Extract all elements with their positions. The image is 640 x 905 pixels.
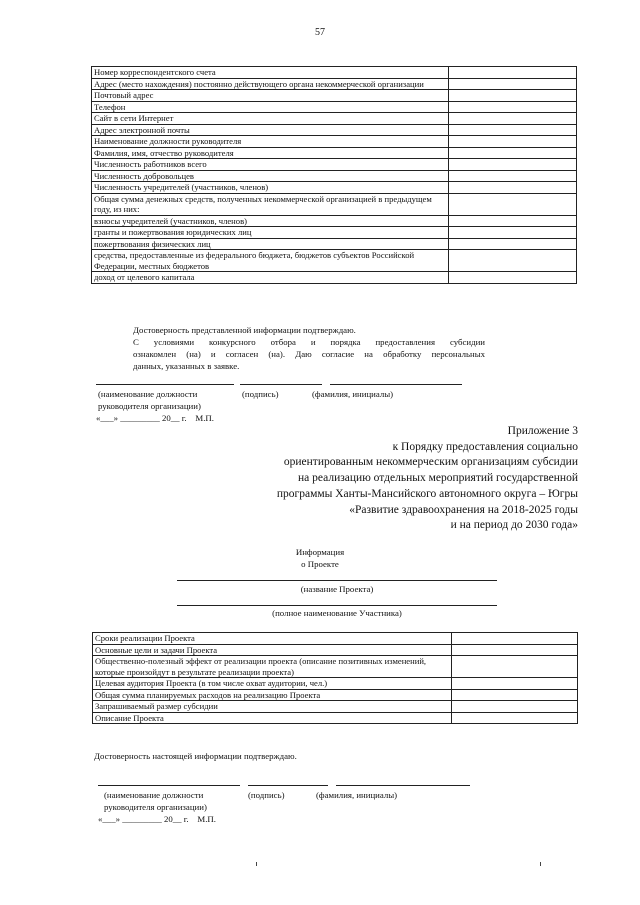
row-label: Основные цели и задачи Проекта	[93, 644, 452, 656]
row-label: Фамилия, имя, отчество руководителя	[92, 147, 449, 159]
row-label: взносы учредителей (участников, членов)	[92, 215, 449, 227]
row-label: доход от целевого капитала	[92, 272, 449, 284]
name-line	[330, 384, 462, 385]
appendix-line: Приложение 3	[507, 425, 578, 437]
row-value-cell[interactable]	[449, 250, 577, 272]
row-value-cell[interactable]	[449, 147, 577, 159]
appendix-line: к Порядку предоставления социально	[392, 440, 578, 453]
table-row	[92, 215, 577, 227]
confirm-2: Достоверность настоящей информации подтверждаю.	[94, 751, 297, 761]
table-row	[93, 712, 578, 724]
row-label: Номер корреспондентского счета	[92, 67, 449, 79]
table-row	[92, 227, 577, 239]
project-name-label: (название Проекта)	[300, 584, 374, 594]
name-line-2	[336, 785, 470, 786]
project-name-line	[177, 580, 497, 581]
appendix-line: «Развитие здравоохранения на 2018-2025 годы	[349, 503, 578, 516]
row-value-cell[interactable]	[449, 90, 577, 102]
table-row	[92, 90, 577, 102]
signature-label-b: (подпись)	[248, 790, 285, 800]
page-number: 57	[315, 27, 325, 38]
table-row	[92, 67, 577, 79]
row-value-cell[interactable]	[449, 67, 577, 79]
table-row	[92, 238, 577, 250]
appendix-line: программы Ханты-Мансийского автономного округа – Югры	[276, 487, 578, 500]
row-value-cell[interactable]	[449, 227, 577, 239]
scan-mark	[256, 862, 257, 866]
row-label: Описание Проекта	[93, 712, 452, 724]
row-label: Общая сумма планируемых расходов на реализацию Проекта	[93, 689, 452, 701]
participant-line	[177, 605, 497, 606]
row-label: Целевая аудитория Проекта (в том числе охват аудитории, чел.)	[93, 678, 452, 690]
row-label: Сроки реализации Проекта	[93, 633, 452, 645]
row-label: Численность добровольцев	[92, 170, 449, 182]
row-value-cell[interactable]	[452, 701, 578, 713]
signature-label: (подпись)	[242, 389, 279, 399]
project-info-table	[92, 632, 578, 724]
position-label-b2: руководителя организации)	[104, 802, 207, 812]
row-value-cell[interactable]	[449, 124, 577, 136]
row-value-cell[interactable]	[452, 689, 578, 701]
row-label: средства, предоставленные из федерального бюджета, бюджетов субъектов Российской Федерации, местных бюджетов	[92, 250, 449, 272]
signature-line-2	[248, 785, 328, 786]
row-value-cell[interactable]	[452, 633, 578, 645]
table-row	[92, 136, 577, 148]
position-label-b: (наименование должности	[104, 790, 204, 800]
row-value-cell[interactable]	[452, 712, 578, 724]
row-label: Численность работников всего	[92, 159, 449, 171]
confirm-line-4: данных, указанных в заявке.	[133, 361, 240, 371]
table-row	[93, 689, 578, 701]
name-label-b: (фамилия, инициалы)	[316, 790, 398, 800]
row-value-cell[interactable]	[449, 170, 577, 182]
table-row	[92, 124, 577, 136]
position-line-2	[98, 785, 240, 786]
participant-label: (полное наименование Участника)	[272, 608, 402, 618]
position-label: (наименование должности	[98, 389, 198, 399]
confirm-line-2: С условиями конкурсного отбора и порядка предоставления субсидии	[133, 337, 485, 347]
row-label: пожертвования физических лиц	[92, 238, 449, 250]
table-row	[92, 113, 577, 125]
row-label: Наименование должности руководителя	[92, 136, 449, 148]
row-label: Адрес электронной почты	[92, 124, 449, 136]
row-label: Телефон	[92, 101, 449, 113]
table-row	[92, 147, 577, 159]
table-row	[93, 633, 578, 645]
table-row	[92, 159, 577, 171]
table-row	[93, 701, 578, 713]
position-line	[96, 384, 234, 385]
table-row	[92, 170, 577, 182]
row-value-cell[interactable]	[449, 182, 577, 194]
row-value-cell[interactable]	[449, 113, 577, 125]
table-row	[92, 250, 577, 272]
row-label: Запрашиваемый размер субсидии	[93, 701, 452, 713]
row-label: Численность учредителей (участников, членов)	[92, 182, 449, 194]
row-value-cell[interactable]	[452, 656, 578, 678]
scan-mark	[540, 862, 541, 866]
table-row	[92, 272, 577, 284]
appendix-header	[158, 424, 578, 534]
table-row	[92, 78, 577, 90]
table-row	[93, 678, 578, 690]
appendix-line: и на период до 2030 года»	[450, 519, 578, 532]
date-line: «___» _________ 20__ г. М.П.	[96, 413, 214, 423]
row-label: Почтовый адрес	[92, 90, 449, 102]
appendix-line: ориентированным некоммерческим организациям субсидии	[283, 456, 578, 469]
table-row	[93, 644, 578, 656]
row-value-cell[interactable]	[449, 78, 577, 90]
row-value-cell[interactable]	[452, 678, 578, 690]
row-value-cell[interactable]	[449, 193, 577, 215]
row-value-cell[interactable]	[449, 136, 577, 148]
row-value-cell[interactable]	[449, 238, 577, 250]
position-label-2: руководителя организации)	[98, 401, 201, 411]
signature-line	[240, 384, 322, 385]
table-row	[92, 182, 577, 194]
row-label: гранты и пожертвования юридических лиц	[92, 227, 449, 239]
date-line-2: «___» _________ 20__ г. М.П.	[98, 814, 216, 824]
appendix-line: на реализацию отдельных мероприятий государственной	[298, 472, 578, 485]
info-title: Информация	[295, 547, 345, 557]
row-label: Сайт в сети Интернет	[92, 113, 449, 125]
row-label: Общественно-полезный эффект от реализации проекта (описание позитивных изменений, которые произойдут в результате реализации проекта)	[93, 656, 452, 678]
table-row	[92, 193, 577, 215]
info-subtitle: о Проекте	[301, 559, 339, 569]
row-value-cell[interactable]	[449, 215, 577, 227]
row-label: Адрес (место нахождения) постоянно действующего органа некоммерческой организации	[92, 78, 449, 90]
row-value-cell[interactable]	[449, 272, 577, 284]
organization-info-table	[91, 66, 577, 284]
row-value-cell[interactable]	[449, 159, 577, 171]
table-row	[92, 101, 577, 113]
row-value-cell[interactable]	[452, 644, 578, 656]
name-label: (фамилия, инициалы)	[312, 389, 394, 399]
table-row	[93, 656, 578, 678]
row-label: Общая сумма денежных средств, полученных некоммерческой организацией в предыдущем году, из них:	[92, 193, 449, 215]
confirm-line-3: ознакомлен (на) и согласен (на). Даю согласие на обработку персональных	[133, 349, 485, 359]
confirm-line-1: Достоверность представленной информации подтверждаю.	[133, 325, 356, 335]
row-value-cell[interactable]	[449, 101, 577, 113]
